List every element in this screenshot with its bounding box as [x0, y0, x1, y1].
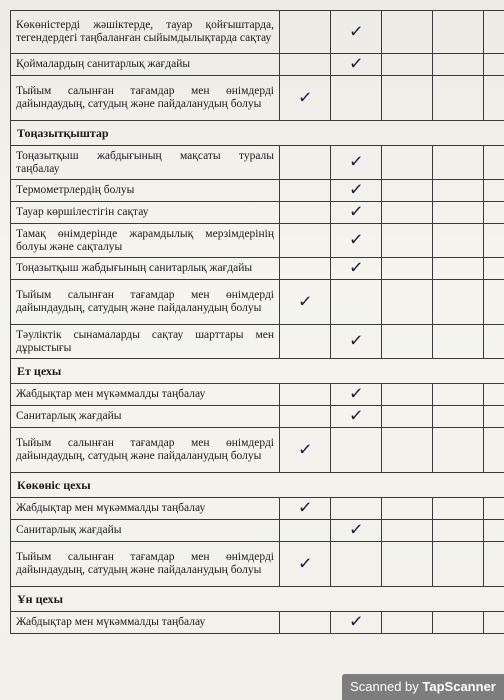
mark-cell-c5	[484, 11, 504, 54]
checklist-row	[11, 146, 504, 180]
mark-cell-no	[280, 612, 331, 634]
mark-cell-yes	[331, 406, 382, 428]
section-title: Тоңазытқыштар	[11, 121, 504, 146]
requirement-text: Тәуліктік сынамаларды сақтау шарттары мен дұрыстығы	[11, 325, 280, 359]
check-mark-icon: ✓	[297, 291, 313, 312]
mark-cell-c3	[382, 520, 433, 542]
mark-cell-no	[280, 224, 331, 258]
check-mark-icon: ✓	[348, 151, 364, 173]
mark-cell-no	[280, 11, 331, 54]
mark-cell-no	[280, 520, 331, 542]
checklist-row	[11, 76, 504, 121]
mark-cell-c5	[484, 146, 504, 180]
mark-cell-c5	[484, 258, 504, 280]
check-mark-icon: ✓	[348, 201, 364, 223]
mark-cell-c3	[382, 202, 433, 224]
mark-cell-yes	[331, 542, 382, 587]
mark-cell-no	[280, 180, 331, 202]
mark-cell-c4	[433, 384, 484, 406]
mark-cell-yes	[331, 76, 382, 121]
checklist-body	[11, 11, 504, 634]
mark-cell-yes	[331, 498, 382, 520]
check-mark-icon: ✓	[348, 229, 364, 251]
mark-cell-c4	[433, 202, 484, 224]
mark-cell-yes	[331, 202, 382, 224]
mark-cell-c3	[382, 11, 433, 54]
checklist-row	[11, 54, 504, 76]
mark-cell-c3	[382, 224, 433, 258]
checklist-row	[11, 180, 504, 202]
mark-cell-no	[280, 542, 331, 587]
mark-cell-c4	[433, 406, 484, 428]
check-mark-icon: ✓	[297, 497, 313, 519]
check-mark-icon: ✓	[348, 383, 364, 405]
section-header-row	[11, 587, 504, 612]
requirement-text: Тыйым салынған тағамдар мен өнімдерді дайындаудың, сатудың және пайдаланудың болуы	[11, 428, 280, 473]
requirement-text: Санитарлық жағдайы	[11, 520, 280, 542]
requirement-text: Термометрлердің болуы	[11, 180, 280, 202]
checklist-row	[11, 428, 504, 473]
requirement-text: Жабдықтар мен мүкәммалды таңбалау	[11, 384, 280, 406]
mark-cell-yes	[331, 224, 382, 258]
mark-cell-c5	[484, 54, 504, 76]
checklist-row	[11, 542, 504, 587]
mark-cell-c4	[433, 76, 484, 121]
mark-cell-yes	[331, 520, 382, 542]
mark-cell-c5	[484, 202, 504, 224]
checklist-row	[11, 280, 504, 325]
mark-cell-c3	[382, 384, 433, 406]
requirement-text: Тыйым салынған тағамдар мен өнімдерді дайындаудың, сатудың және пайдаланудың болуы	[11, 280, 280, 325]
mark-cell-c4	[433, 224, 484, 258]
mark-cell-no	[280, 146, 331, 180]
checklist-row	[11, 224, 504, 258]
section-title: Ұн цехы	[11, 587, 504, 612]
mark-cell-c4	[433, 520, 484, 542]
check-mark-icon: ✓	[348, 53, 364, 75]
mark-cell-c5	[484, 520, 504, 542]
mark-cell-c5	[484, 542, 504, 587]
mark-cell-c4	[433, 428, 484, 473]
mark-cell-no	[280, 498, 331, 520]
requirement-text: Санитарлық жағдайы	[11, 406, 280, 428]
mark-cell-c4	[433, 498, 484, 520]
mark-cell-c5	[484, 224, 504, 258]
mark-cell-c3	[382, 406, 433, 428]
watermark-brand: TapScanner	[422, 679, 496, 694]
requirement-text: Тоңазытқыш жабдығының мақсаты туралы таңбалау	[11, 146, 280, 180]
inspection-checklist-table	[10, 10, 504, 634]
requirement-text: Тауар көршілестігін сақтау	[11, 202, 280, 224]
checklist-row	[11, 384, 504, 406]
section-header-row	[11, 473, 504, 498]
checklist-row	[11, 11, 504, 54]
mark-cell-yes	[331, 428, 382, 473]
section-title: Ет цехы	[11, 359, 504, 384]
mark-cell-no	[280, 54, 331, 76]
mark-cell-c5	[484, 180, 504, 202]
mark-cell-c4	[433, 325, 484, 359]
mark-cell-no	[280, 384, 331, 406]
mark-cell-c3	[382, 258, 433, 280]
mark-cell-c3	[382, 146, 433, 180]
mark-cell-c5	[484, 76, 504, 121]
mark-cell-no	[280, 325, 331, 359]
mark-cell-yes	[331, 325, 382, 359]
mark-cell-yes	[331, 258, 382, 280]
mark-cell-c5	[484, 428, 504, 473]
mark-cell-no	[280, 280, 331, 325]
mark-cell-yes	[331, 146, 382, 180]
check-mark-icon: ✓	[348, 519, 364, 541]
section-header-row	[11, 121, 504, 146]
requirement-text: Көкөністерді жәшіктерде, тауар қойғыштарда, тегендердегі таңбаланған сыйымдылықтарда сақтау	[11, 11, 280, 54]
check-mark-icon: ✓	[348, 611, 364, 633]
mark-cell-c5	[484, 612, 504, 634]
mark-cell-yes	[331, 180, 382, 202]
mark-cell-c4	[433, 612, 484, 634]
mark-cell-no	[280, 258, 331, 280]
mark-cell-c5	[484, 280, 504, 325]
check-mark-icon: ✓	[348, 330, 364, 352]
mark-cell-no	[280, 428, 331, 473]
mark-cell-c4	[433, 146, 484, 180]
requirement-text: Тамақ өнімдерінде жарамдылық мерзімдерінің болуы және сақталуы	[11, 224, 280, 258]
checklist-row	[11, 520, 504, 542]
requirement-text: Тыйым салынған тағамдар мен өнімдерді дайындаудың, сатудың және пайдаланудың болуы	[11, 542, 280, 587]
mark-cell-yes	[331, 384, 382, 406]
mark-cell-yes	[331, 11, 382, 54]
check-mark-icon: ✓	[348, 21, 364, 42]
check-mark-icon: ✓	[348, 257, 364, 279]
mark-cell-c4	[433, 11, 484, 54]
requirement-text: Тоңазытқыш жабдығының санитарлық жағдайы	[11, 258, 280, 280]
check-mark-icon: ✓	[348, 179, 364, 201]
mark-cell-c3	[382, 54, 433, 76]
checklist-row	[11, 325, 504, 359]
mark-cell-c3	[382, 280, 433, 325]
requirement-text: Тыйым салынған тағамдар мен өнімдерді дайындаудың, сатудың және пайдаланудың болуы	[11, 76, 280, 121]
mark-cell-no	[280, 76, 331, 121]
checklist-row	[11, 202, 504, 224]
section-header-row	[11, 359, 504, 384]
mark-cell-c5	[484, 406, 504, 428]
mark-cell-c4	[433, 542, 484, 587]
mark-cell-no	[280, 406, 331, 428]
checklist-row	[11, 612, 504, 634]
mark-cell-c5	[484, 384, 504, 406]
mark-cell-c3	[382, 325, 433, 359]
mark-cell-yes	[331, 612, 382, 634]
mark-cell-c3	[382, 76, 433, 121]
mark-cell-c3	[382, 542, 433, 587]
mark-cell-c5	[484, 498, 504, 520]
mark-cell-c5	[484, 325, 504, 359]
checklist-row	[11, 498, 504, 520]
mark-cell-c3	[382, 180, 433, 202]
mark-cell-c4	[433, 180, 484, 202]
mark-cell-c4	[433, 54, 484, 76]
check-mark-icon: ✓	[297, 553, 313, 574]
scanner-watermark	[342, 674, 504, 700]
mark-cell-c3	[382, 612, 433, 634]
check-mark-icon: ✓	[297, 87, 313, 108]
mark-cell-c3	[382, 428, 433, 473]
mark-cell-yes	[331, 54, 382, 76]
requirement-text: Жабдықтар мен мүкәммалды таңбалау	[11, 612, 280, 634]
watermark-prefix: Scanned by	[350, 679, 423, 694]
mark-cell-yes	[331, 280, 382, 325]
mark-cell-c4	[433, 258, 484, 280]
check-mark-icon: ✓	[348, 405, 364, 427]
checklist-row	[11, 258, 504, 280]
mark-cell-no	[280, 202, 331, 224]
section-title: Көкөніс цехы	[11, 473, 504, 498]
checklist-row	[11, 406, 504, 428]
requirement-text: Жабдықтар мен мүкәммалды таңбалау	[11, 498, 280, 520]
requirement-text: Қоймалардың санитарлық жағдайы	[11, 54, 280, 76]
mark-cell-c4	[433, 280, 484, 325]
mark-cell-c3	[382, 498, 433, 520]
check-mark-icon: ✓	[297, 439, 313, 460]
